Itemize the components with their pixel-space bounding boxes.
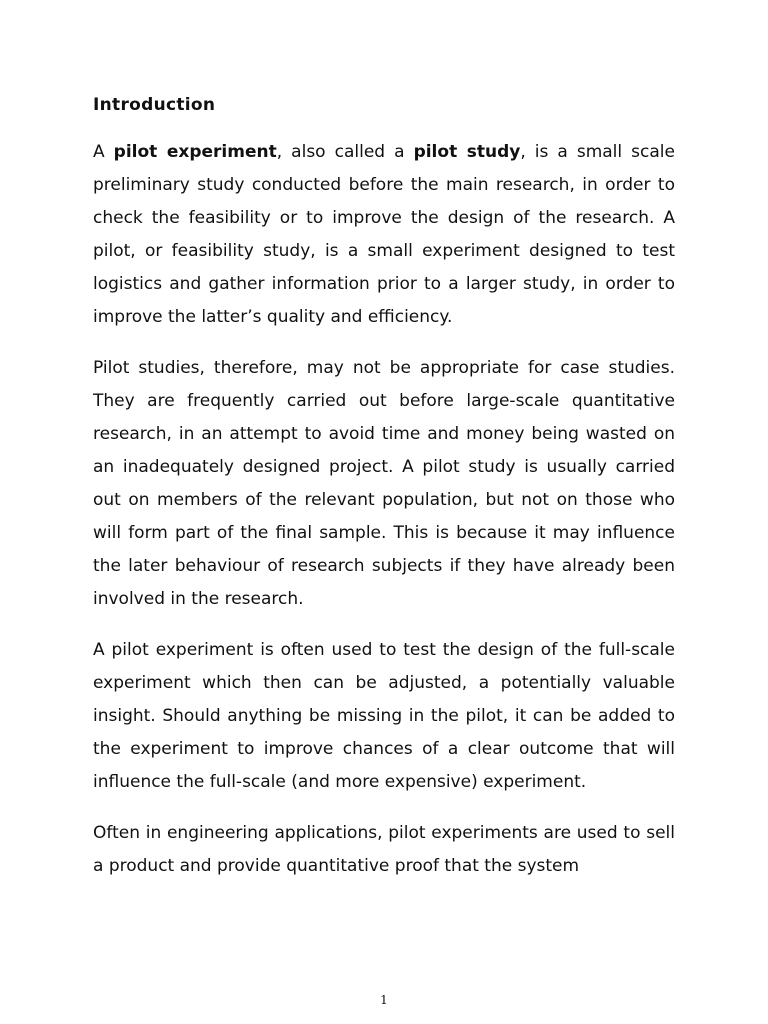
- text-run: A: [93, 142, 114, 162]
- section-heading: Introduction: [93, 95, 216, 115]
- text-run: Pilot studies, therefore, may not be appropriate for case studies. They are frequently carried out before large-scale quantitative research, in an attempt to avoid time and money being wasted on an inadequately designed project. A pilot study is usually carried out on members of the relevant population, but not on those who will form part of the final sample. This is because it may influence the later behaviour of research subjects if they have already been involved in the research.: [93, 358, 675, 609]
- paragraph-4: [93, 817, 675, 883]
- text-run: , is a small scale preliminary study conducted before the main research, in order to check the feasibility or to improve the design of the research. A pilot, or feasibility study, is a small experiment designed to test logistics and gather information prior to a larger study, in order to improve the latter’s quality and efficiency.: [93, 142, 675, 327]
- text-run: A pilot experiment is often used to test the design of the full-scale experiment which then can be adjusted, a potentially valuable insight. Should anything be missing in the pilot, it can be added to the experiment to improve chances of a clear outcome that will influence the full-scale (and more expensive) experiment.: [93, 640, 675, 792]
- text-run: Often in engineering applications, pilot experiments are used to sell a product and provide quantitative proof that the system: [93, 823, 675, 876]
- page-number: 1: [380, 993, 388, 1007]
- paragraph-3: [93, 634, 675, 799]
- paragraph-2: [93, 352, 675, 616]
- text-run: , also called a: [276, 142, 414, 162]
- paragraph-1: [93, 136, 675, 334]
- bold-term-pilot-experiment: pilot experiment: [113, 142, 277, 162]
- document-body: [93, 92, 675, 901]
- bold-term-pilot-study: pilot study: [413, 142, 521, 162]
